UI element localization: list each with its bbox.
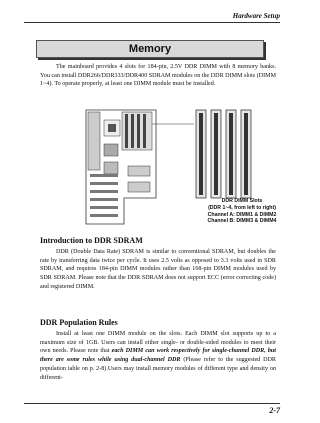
header-rule bbox=[24, 22, 280, 23]
pci-slot-1 bbox=[90, 182, 118, 185]
floppy-connector bbox=[128, 182, 150, 192]
ide-connector bbox=[128, 166, 150, 176]
pci-slot-2 bbox=[90, 190, 118, 193]
pci-slot-3 bbox=[90, 198, 118, 201]
intro-paragraph bbox=[40, 63, 276, 89]
population-emphasis: each DIMM can work respectively for single-channel DDR, but there are some rules while using dual-channel DDR bbox=[40, 348, 276, 364]
caption-line: (DDR 1~4, from left to right) bbox=[208, 204, 276, 211]
dimm-slots-enlarged bbox=[196, 110, 251, 198]
section-intro-ddr-text: DDR (Double Data Rate) SDRAM is similar to conventional SDRAM, but doubles the rate by transferring data twice per cycle. It uses 2.5 volts as opposed to 3.3 volts used in SDR SDRAM, and requires 184-pin DIMM modules rather than 168-pin DIMM modules used by SDR SDRAM. Please note that the DDR SDRAM does not support ECC (error correcting code) and registered DIMM. bbox=[40, 249, 276, 290]
agp-slot bbox=[90, 174, 118, 177]
caption-line: Channel B: DIMM3 & DIMM4 bbox=[207, 218, 277, 225]
section-intro-ddr-paragraph bbox=[40, 248, 276, 292]
population-text-cont: (Please refer to the suggested DDR population table on p. 2-8).Users may install memory modules of different type and density on different- bbox=[40, 357, 276, 381]
io-panel bbox=[88, 112, 100, 170]
cpu-core bbox=[108, 124, 116, 132]
section-heading-intro-ddr: Introduction to DDR SDRAM bbox=[40, 236, 143, 245]
dimm-slot-1 bbox=[125, 114, 128, 148]
population-text: Install at least one DIMM module on the slots. Each DIMM slot supports up to a maximum size of 1GB. Users can install either single- or double-sided modules to meet their own needs. Please note that bbox=[40, 331, 276, 355]
page-header bbox=[0, 0, 300, 26]
pci-slot-4 bbox=[90, 206, 118, 209]
section-population-paragraph bbox=[40, 330, 276, 382]
caption-line: DDR DIMM Slots bbox=[221, 198, 263, 204]
caption-line: Channel A: DIMM1 & DIMM2 bbox=[207, 211, 277, 218]
intro-text: The mainboard provides 4 slots for 184-pin, 2.5V DDR DIMM with 8 memory banks. You can install DDR266/DDR333/DDR400 SDRAM modules on the DDR DIMM slots (DIMM 1~4). To operate properly, at least one DIMM module must be installed. bbox=[40, 64, 276, 88]
dimm-slot-3 bbox=[137, 114, 140, 148]
page-title: Memory bbox=[36, 40, 264, 58]
section-heading-population-rules: DDR Population Rules bbox=[40, 318, 118, 327]
southbridge bbox=[104, 162, 118, 174]
page-number: 2-7 bbox=[269, 406, 280, 415]
dimm-slot-2 bbox=[131, 114, 134, 148]
pci-slot-5 bbox=[90, 214, 118, 217]
northbridge bbox=[104, 144, 118, 156]
dimm-slot-4 bbox=[143, 114, 146, 148]
section-title: Hardware Setup bbox=[232, 12, 280, 20]
figure-caption bbox=[202, 198, 282, 225]
footer-rule bbox=[24, 403, 280, 404]
